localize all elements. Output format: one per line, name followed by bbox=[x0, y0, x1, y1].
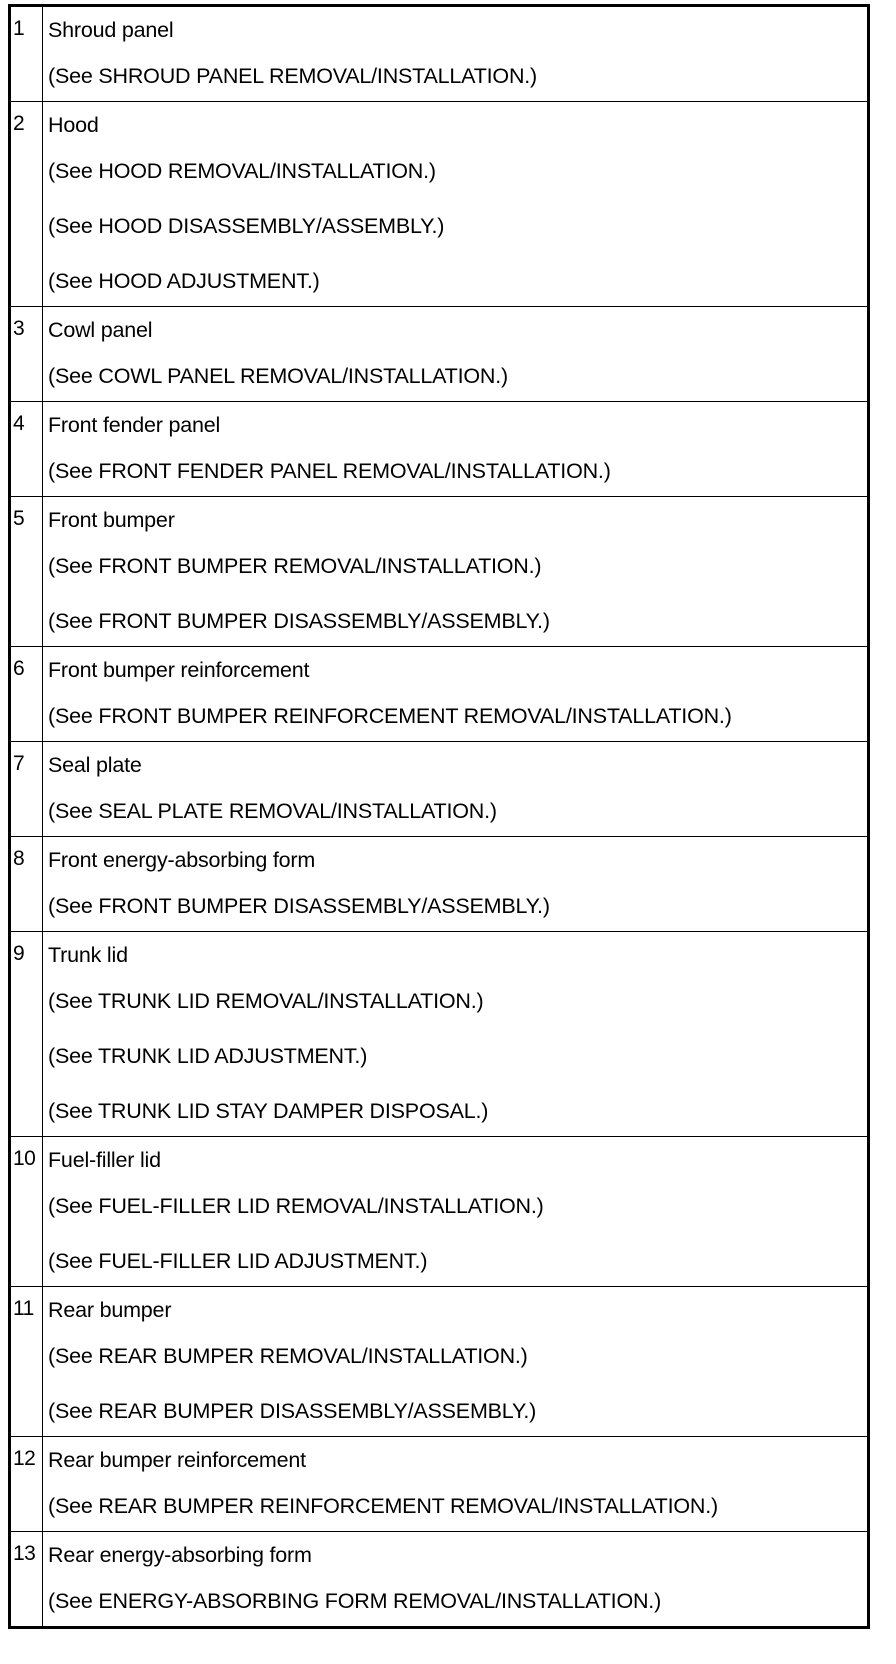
reference-link[interactable]: (See ENERGY-ABSORBING FORM REMOVAL/INSTALLATION.) bbox=[48, 1589, 662, 1613]
table-row bbox=[10, 102, 869, 307]
item-description bbox=[43, 6, 869, 102]
item-description bbox=[43, 1437, 869, 1532]
item-description bbox=[43, 837, 869, 932]
table-row bbox=[10, 307, 869, 402]
table-row bbox=[10, 1287, 869, 1437]
item-description bbox=[43, 1137, 869, 1287]
item-description bbox=[43, 647, 869, 742]
reference-link[interactable]: (See FRONT FENDER PANEL REMOVAL/INSTALLATION.) bbox=[48, 459, 611, 483]
item-description bbox=[43, 102, 869, 307]
reference-link[interactable]: (See HOOD ADJUSTMENT.) bbox=[48, 269, 320, 293]
item-number: 13 bbox=[10, 1532, 43, 1628]
parts-table-body bbox=[10, 6, 869, 1628]
reference-link[interactable]: (See HOOD DISASSEMBLY/ASSEMBLY.) bbox=[48, 214, 445, 238]
reference-link[interactable]: (See FRONT BUMPER REINFORCEMENT REMOVAL/INSTALLATION.) bbox=[48, 704, 732, 728]
reference-link[interactable]: (See TRUNK LID REMOVAL/INSTALLATION.) bbox=[48, 989, 484, 1013]
reference-link[interactable]: (See TRUNK LID ADJUSTMENT.) bbox=[48, 1044, 368, 1068]
reference-link[interactable]: (See COWL PANEL REMOVAL/INSTALLATION.) bbox=[48, 364, 508, 388]
part-name: Front bumper bbox=[48, 508, 175, 532]
part-name: Rear bumper bbox=[48, 1298, 172, 1322]
reference-link[interactable]: (See TRUNK LID STAY DAMPER DISPOSAL.) bbox=[48, 1099, 489, 1123]
part-name: Front bumper reinforcement bbox=[48, 658, 310, 682]
reference-link[interactable]: (See FRONT BUMPER DISASSEMBLY/ASSEMBLY.) bbox=[48, 894, 550, 918]
item-number: 9 bbox=[10, 932, 43, 1137]
reference-link[interactable]: (See FRONT BUMPER REMOVAL/INSTALLATION.) bbox=[48, 554, 542, 578]
part-name: Fuel-filler lid bbox=[48, 1148, 161, 1172]
item-number: 11 bbox=[10, 1287, 43, 1437]
part-name: Trunk lid bbox=[48, 943, 128, 967]
reference-link[interactable]: (See REAR BUMPER REMOVAL/INSTALLATION.) bbox=[48, 1344, 528, 1368]
item-description bbox=[43, 497, 869, 647]
part-name: Rear energy-absorbing form bbox=[48, 1543, 312, 1567]
item-description bbox=[43, 1532, 869, 1628]
table-row bbox=[10, 497, 869, 647]
item-number: 2 bbox=[10, 102, 43, 307]
part-name: Shroud panel bbox=[48, 18, 174, 42]
reference-link[interactable]: (See FUEL-FILLER LID REMOVAL/INSTALLATION.) bbox=[48, 1194, 544, 1218]
item-description bbox=[43, 742, 869, 837]
part-name: Seal plate bbox=[48, 753, 142, 777]
item-number: 12 bbox=[10, 1437, 43, 1532]
item-description bbox=[43, 1287, 869, 1437]
reference-link[interactable]: (See REAR BUMPER REINFORCEMENT REMOVAL/INSTALLATION.) bbox=[48, 1494, 718, 1518]
part-name: Cowl panel bbox=[48, 318, 153, 342]
item-description bbox=[43, 932, 869, 1137]
reference-link[interactable]: (See SHROUD PANEL REMOVAL/INSTALLATION.) bbox=[48, 64, 537, 88]
parts-table bbox=[8, 4, 870, 1629]
table-row bbox=[10, 837, 869, 932]
part-name: Rear bumper reinforcement bbox=[48, 1448, 306, 1472]
item-number: 3 bbox=[10, 307, 43, 402]
part-name: Hood bbox=[48, 113, 99, 137]
item-number: 10 bbox=[10, 1137, 43, 1287]
item-number: 4 bbox=[10, 402, 43, 497]
table-row bbox=[10, 742, 869, 837]
item-number: 7 bbox=[10, 742, 43, 837]
item-number: 8 bbox=[10, 837, 43, 932]
part-name: Front energy-absorbing form bbox=[48, 848, 316, 872]
reference-link[interactable]: (See REAR BUMPER DISASSEMBLY/ASSEMBLY.) bbox=[48, 1399, 537, 1423]
item-number: 6 bbox=[10, 647, 43, 742]
table-row bbox=[10, 1532, 869, 1628]
item-number: 5 bbox=[10, 497, 43, 647]
reference-link[interactable]: (See FUEL-FILLER LID ADJUSTMENT.) bbox=[48, 1249, 428, 1273]
reference-link[interactable]: (See FRONT BUMPER DISASSEMBLY/ASSEMBLY.) bbox=[48, 609, 550, 633]
item-description bbox=[43, 402, 869, 497]
table-row bbox=[10, 6, 869, 102]
table-row bbox=[10, 402, 869, 497]
item-number: 1 bbox=[10, 6, 43, 102]
reference-link[interactable]: (See SEAL PLATE REMOVAL/INSTALLATION.) bbox=[48, 799, 497, 823]
part-name: Front fender panel bbox=[48, 413, 221, 437]
table-row bbox=[10, 647, 869, 742]
table-row bbox=[10, 1137, 869, 1287]
table-row bbox=[10, 1437, 869, 1532]
item-description bbox=[43, 307, 869, 402]
reference-link[interactable]: (See HOOD REMOVAL/INSTALLATION.) bbox=[48, 159, 436, 183]
table-row bbox=[10, 932, 869, 1137]
